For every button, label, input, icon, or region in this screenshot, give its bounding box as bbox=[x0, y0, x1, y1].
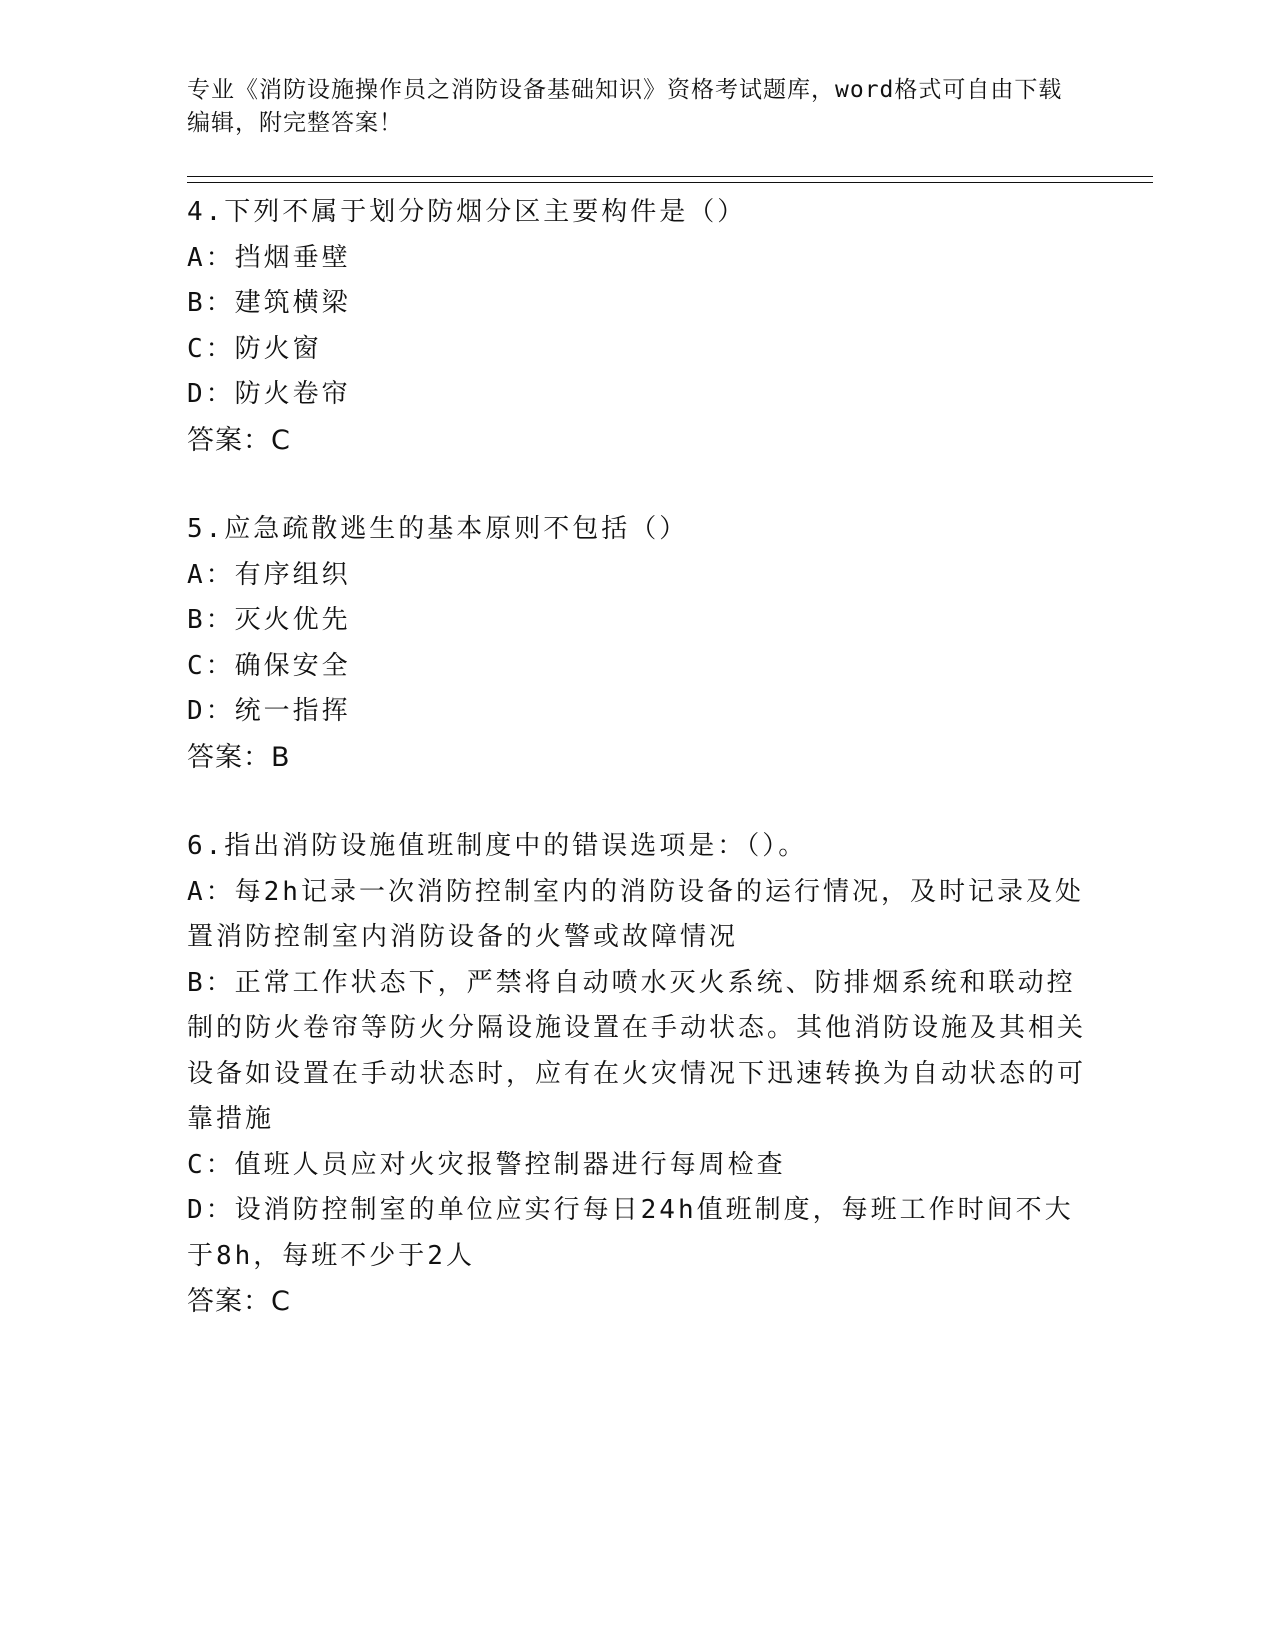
option-key: B： bbox=[187, 288, 235, 318]
option-d bbox=[187, 1188, 1087, 1279]
option-key: A： bbox=[187, 559, 235, 590]
option-key: A： bbox=[187, 242, 235, 273]
option-d bbox=[187, 372, 1087, 418]
option-key: A： bbox=[187, 876, 235, 907]
option-key: C： bbox=[187, 650, 235, 681]
option-a bbox=[187, 870, 1087, 961]
header-note: 专业《消防设施操作员之消防设备基础知识》资格考试题库，word格式可自由下载编辑，附完整答案！ bbox=[187, 77, 1063, 136]
option-text: 确保安全 bbox=[234, 650, 351, 681]
option-key: B： bbox=[187, 605, 235, 635]
question-stem: 5.应急疏散逃生的基本原则不包括（） bbox=[187, 514, 689, 544]
answer-label: 答案：C bbox=[187, 1286, 291, 1317]
question-list bbox=[187, 190, 1087, 1369]
option-key: D： bbox=[187, 1195, 235, 1225]
option-text: 设消防控制室的单位应实行每日24h值班制度，每班工作时间不大于8h，每班不少于2人 bbox=[187, 1195, 1074, 1271]
option-key: B： bbox=[187, 967, 235, 998]
option-text: 统一指挥 bbox=[234, 696, 351, 726]
question-4 bbox=[187, 190, 1087, 463]
option-text: 有序组织 bbox=[234, 559, 351, 590]
option-a bbox=[187, 236, 1087, 282]
option-text: 正常工作状态下，严禁将自动喷水灭火系统、防排烟系统和联动控制的防火卷帘等防火分隔设施设置在手动状态。其他消防设施及其相关设备如设置在手动状态时，应有在火灾情况下迅速转换为自动状态的可靠措施 bbox=[187, 967, 1087, 1134]
question-stem: 6.指出消防设施值班制度中的错误选项是：（）。 bbox=[187, 831, 808, 861]
option-key: D： bbox=[187, 379, 235, 409]
option-b bbox=[187, 961, 1087, 1143]
option-text: 防火卷帘 bbox=[234, 379, 351, 409]
option-text: 防火窗 bbox=[234, 333, 322, 364]
option-key: C： bbox=[187, 333, 235, 364]
option-a bbox=[187, 553, 1087, 599]
option-text: 灭火优先 bbox=[234, 605, 351, 635]
option-b bbox=[187, 598, 1087, 644]
question-5 bbox=[187, 507, 1087, 780]
option-text: 建筑横梁 bbox=[234, 288, 351, 318]
option-text: 每2h记录一次消防控制室内的消防设备的运行情况，及时记录及处置消防控制室内消防设备的火警或故障情况 bbox=[187, 876, 1084, 952]
answer-label: 答案：C bbox=[187, 424, 291, 456]
option-b bbox=[187, 281, 1087, 327]
option-text: 值班人员应对火灾报警控制器进行每周检查 bbox=[234, 1149, 786, 1180]
header-divider-top bbox=[187, 176, 1153, 177]
option-text: 挡烟垂壁 bbox=[234, 242, 351, 273]
question-6 bbox=[187, 824, 1087, 1325]
header-divider-bottom bbox=[187, 182, 1153, 183]
option-c bbox=[187, 327, 1087, 373]
option-key: D： bbox=[187, 696, 235, 726]
question-stem: 4.下列不属于划分防烟分区主要构件是（） bbox=[187, 197, 747, 227]
answer-label: 答案：B bbox=[187, 741, 291, 773]
option-key: C： bbox=[187, 1149, 235, 1180]
option-d bbox=[187, 689, 1087, 735]
option-c bbox=[187, 1143, 1087, 1189]
option-c bbox=[187, 644, 1087, 690]
